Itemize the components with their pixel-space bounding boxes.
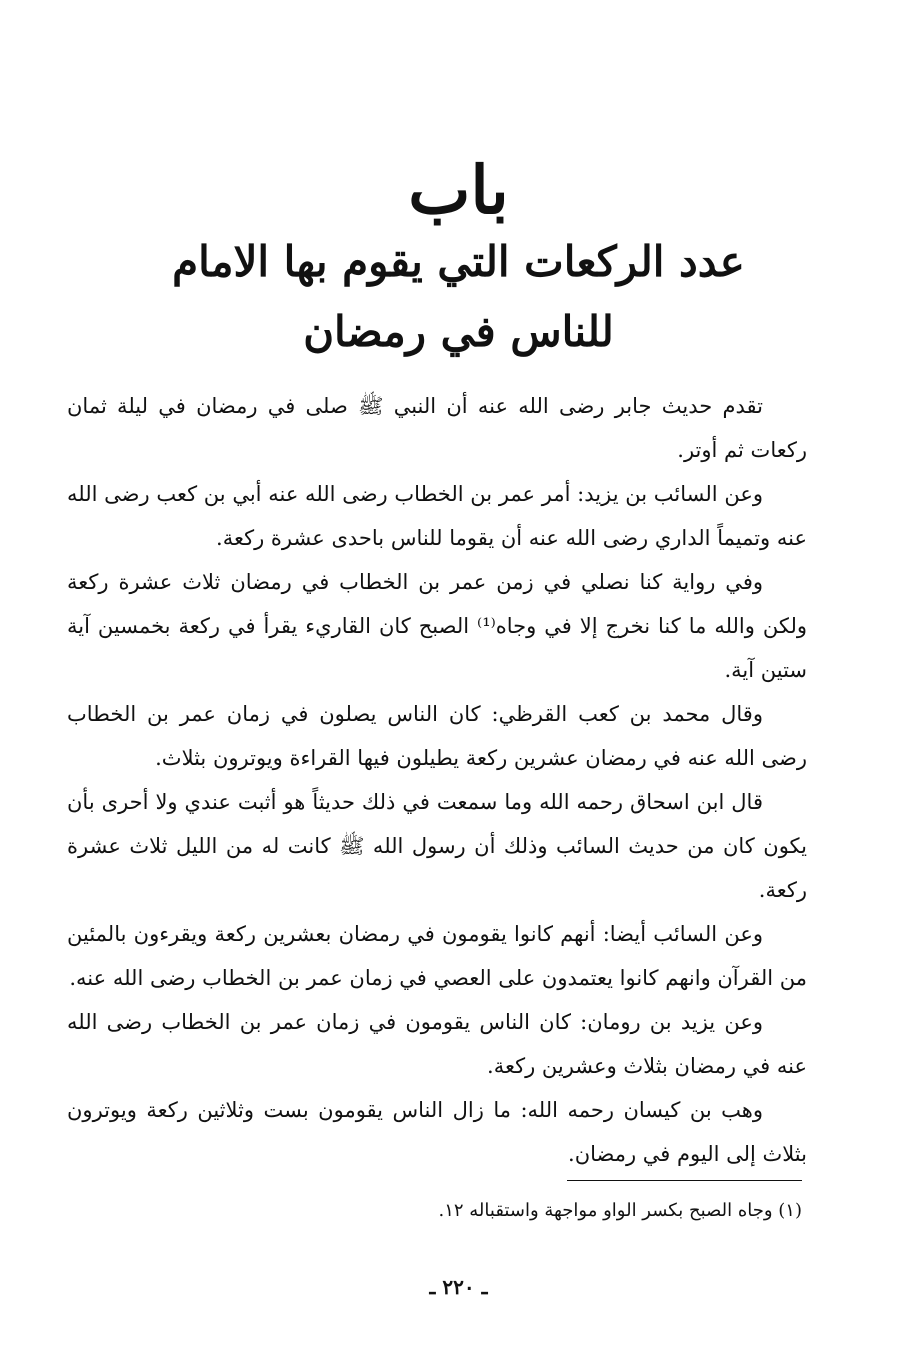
chapter-heading: باب [408, 151, 509, 229]
body-text [67, 384, 807, 1176]
paragraph: وفي رواية كنا نصلي في زمن عمر بن الخطاب في رمضان ثلاث عشرة ركعة ولكن والله ما كنا نخرج إلا في وجاه⁽¹⁾ الصبح كان القاريء يقرأ في ركعة بخمسين آية ستين آية. [67, 570, 807, 682]
paragraph: وهب بن كيسان رحمه الله: ما زال الناس يقومون بست وثلاثين ركعة ويوترون بثلاث إلى اليوم في رمضان. [67, 1098, 807, 1166]
page-number: ـ ٢٢٠ ـ [429, 1275, 488, 1299]
paragraph: وعن يزيد بن رومان: كان الناس يقومون في زمان عمر بن الخطاب رضى الله عنه في رمضان بثلاث وعشرين ركعة. [67, 1010, 807, 1078]
paragraph: وعن السائب بن يزيد: أمر عمر بن الخطاب رضى الله عنه أبي بن كعب رضى الله عنه وتميماً الداري رضى الله عنه أن يقوما للناس باحدى عشرة ركعة. [67, 482, 807, 550]
paragraph: تقدم حديث جابر رضى الله عنه أن النبي ﷺ صلى في رمضان في ليلة ثمان ركعات ثم أوتر. [67, 394, 807, 462]
chapter-title-line-2: للناس في رمضان [303, 307, 614, 356]
footnote: (١) وجاه الصبح بكسر الواو مواجهة واستقباله ١٢. [438, 1200, 802, 1221]
paragraph: وقال محمد بن كعب القرظي: كان الناس يصلون في زمان عمر بن الخطاب رضى الله عنه في رمضان عشرين ركعة يطيلون فيها القراءة ويوترون بثلاث. [67, 702, 807, 770]
chapter-title-line-1: عدد الركعات التي يقوم بها الامام [172, 237, 745, 286]
footnote-divider [567, 1180, 802, 1181]
paragraph: قال ابن اسحاق رحمه الله وما سمعت في ذلك حديثاً هو أثبت عندي ولا أحرى بأن يكون كان من حديث السائب وذلك أن رسول الله ﷺ كانت له من الليل ثلاث عشرة ركعة. [67, 790, 807, 902]
paragraph: وعن السائب أيضا: أنهم كانوا يقومون في رمضان بعشرين ركعة ويقرءون بالمئين من القرآن وانهم كانوا يعتمدون على العصي في زمان عمر بن الخطاب رضى الله عنه. [67, 922, 807, 990]
